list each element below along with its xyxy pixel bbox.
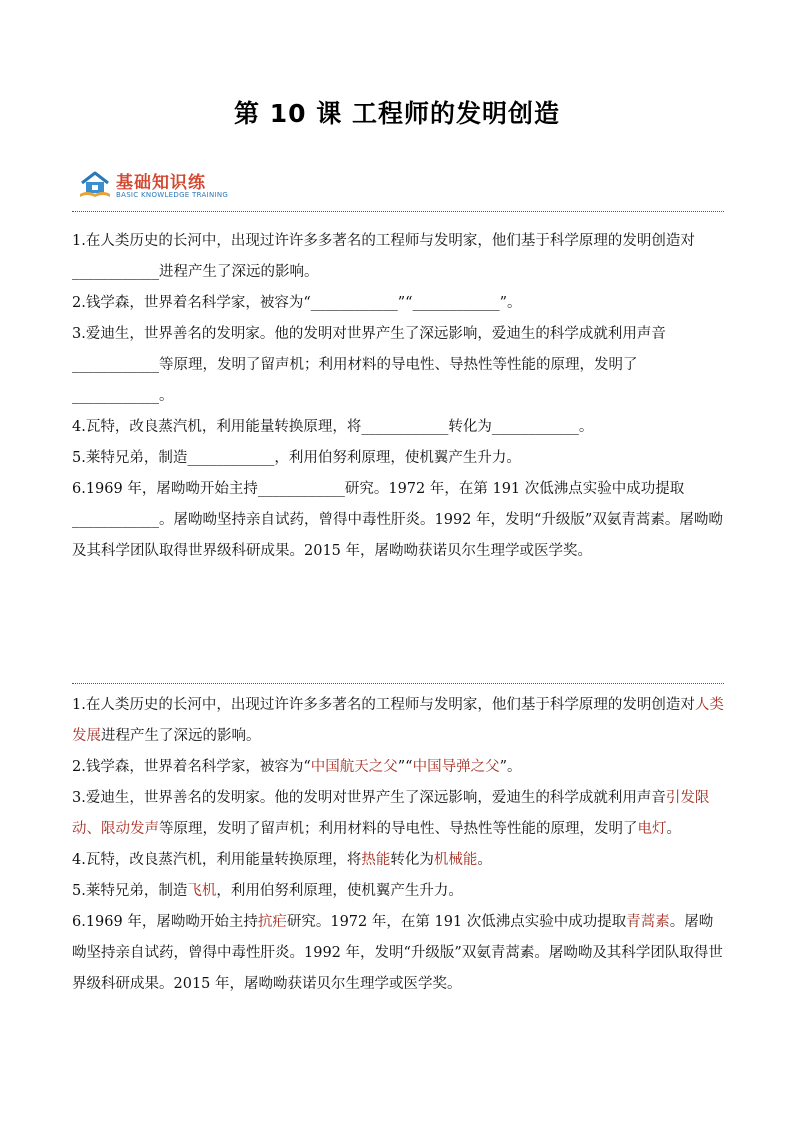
logo-subtitle: BASIC KNOWLEDGE TRAINING bbox=[116, 191, 229, 199]
answers-divider bbox=[72, 683, 724, 684]
answer-5: 5.莱特兄弟，制造飞机，利用伯努利原理，使机翼产生升力。 bbox=[72, 883, 463, 899]
answer-text: 中国导弹之父 bbox=[412, 759, 500, 775]
answer-text: 人类发展 bbox=[72, 697, 724, 744]
top-divider bbox=[72, 211, 724, 212]
answer-text: 青蒿素 bbox=[626, 914, 670, 930]
answer-1: 1.在人类历史的长河中，出现过许许多多著名的工程师与发明家，他们基于科学原理的发明创造对人类发展进程产生了深远的影响。 bbox=[72, 697, 724, 744]
question-3: 3.爱迪生，世界善名的发明家。他的发明对世界产生了深远影响，爱迪生的科学成就利用声音____________等原理，发明了留声机；利用材料的导电性、导热性等性能的原理，发明了____________。 bbox=[72, 326, 666, 404]
answer-text: 引发限动、限动发声 bbox=[72, 790, 710, 837]
answer-text: 中国航天之父 bbox=[310, 759, 398, 775]
question-1: 1.在人类历史的长河中，出现过许许多多著名的工程师与发明家，他们基于科学原理的发明创造对____________进程产生了深远的影响。 bbox=[72, 233, 695, 280]
answer-text: 热能 bbox=[361, 852, 391, 868]
house-book-icon bbox=[78, 170, 112, 202]
page-title: 第 10 课 工程师的发明创造 bbox=[234, 99, 560, 128]
question-6: 6.1969 年，屠呦呦开始主持____________研究。1972 年，在第 191 次低沸点实验中成功提取____________。屠呦呦坚持亲自试药，曾得中毒性肝炎。1992 年，发明“升级版”双氨青蒿素。屠呦呦及其科学团队取得世界级科研成果。2015 年，屠呦呦获诺贝尔生理学或医学奖。 bbox=[72, 481, 723, 559]
logo-title: 基础知识练 bbox=[116, 173, 206, 193]
question-4: 4.瓦特，改良蒸汽机，利用能量转换原理，将____________转化为____________。 bbox=[72, 419, 594, 435]
answer-text: 抗疟 bbox=[257, 914, 287, 930]
answers-section bbox=[72, 690, 726, 1000]
question-5: 5.莱特兄弟，制造____________，利用伯努利原理，使机翼产生升力。 bbox=[72, 450, 521, 466]
answer-4: 4.瓦特，改良蒸汽机，利用能量转换原理，将热能转化为机械能。 bbox=[72, 852, 492, 868]
answer-2: 2.钱学森，世界着名科学家，被容为“中国航天之父”“中国导弹之父”。 bbox=[72, 759, 522, 775]
questions-section bbox=[72, 226, 726, 567]
section-logo bbox=[78, 166, 268, 202]
answer-6: 6.1969 年，屠呦呦开始主持抗疟研究。1972 年，在第 191 次低沸点实验中成功提取青蒿素。屠呦呦坚持亲自试药，曾得中毒性肝炎。1992 年，发明“升级版”双氨青蒿素。屠呦呦及其科学团队取得世界级科研成果。2015 年，屠呦呦获诺贝尔生理学或医学奖。 bbox=[72, 914, 723, 992]
question-2: 2.钱学森，世界着名科学家，被容为“____________”“____________”。 bbox=[72, 295, 522, 311]
answer-3: 3.爱迪生，世界善名的发明家。他的发明对世界产生了深远影响，爱迪生的科学成就利用声音引发限动、限动发声等原理，发明了留声机；利用材料的导电性、导热性等性能的原理，发明了电灯。 bbox=[72, 790, 710, 837]
answer-text: 电灯 bbox=[637, 821, 667, 837]
answer-text: 机械能 bbox=[433, 852, 478, 868]
answer-text: 飞机 bbox=[187, 883, 217, 899]
